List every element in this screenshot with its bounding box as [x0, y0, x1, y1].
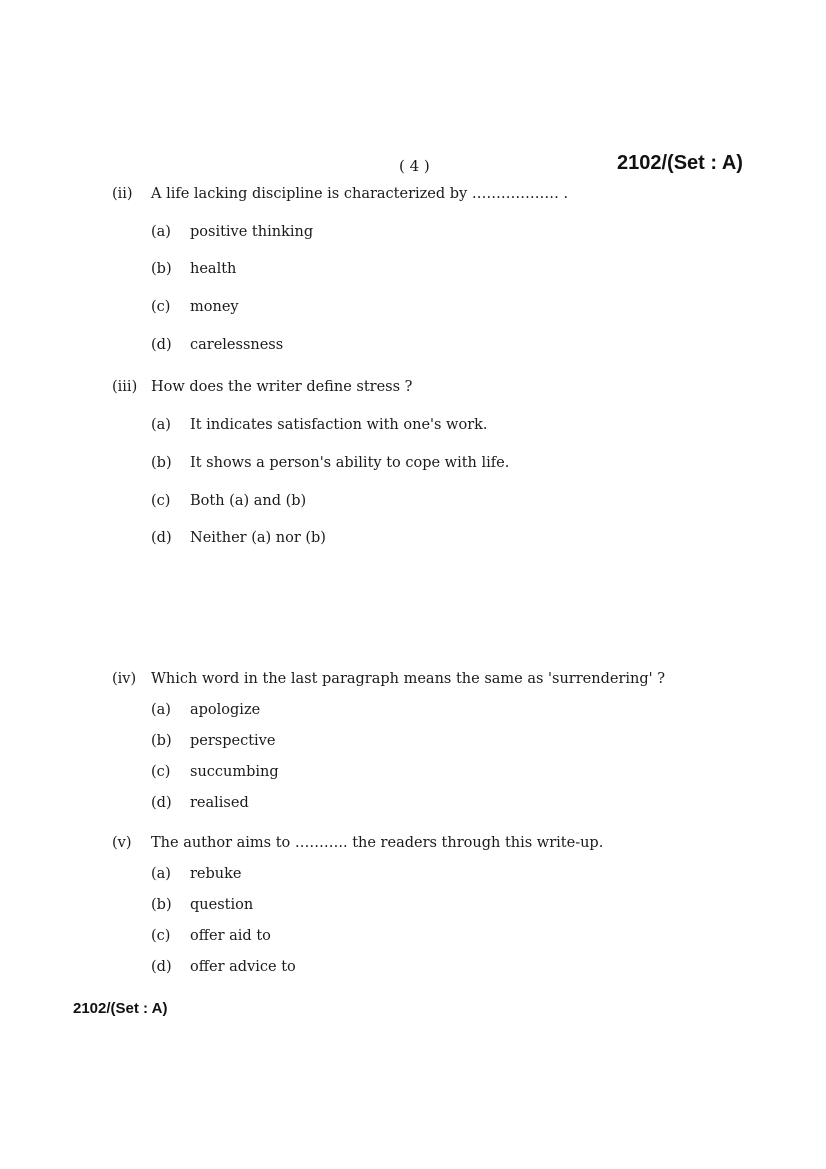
option-text: offer advice to	[190, 959, 296, 975]
option-text: Neither (a) nor (b)	[190, 530, 326, 546]
page-number: ( 4 )	[399, 157, 430, 175]
option-label: (b)	[151, 733, 172, 749]
option-text: health	[190, 261, 237, 277]
option-text: money	[190, 299, 239, 315]
question-text: The author aims to ……….. the readers through this write-up.	[151, 835, 604, 851]
option-label: (c)	[151, 764, 171, 780]
option-label: (b)	[151, 897, 172, 913]
option-text: rebuke	[190, 866, 242, 882]
option-text: question	[190, 897, 254, 913]
option-label: (d)	[151, 337, 172, 353]
question-number: (ii)	[112, 186, 133, 202]
option-text: Both (a) and (b)	[190, 493, 307, 509]
option-label: (d)	[151, 795, 172, 811]
option-text: It indicates satisfaction with one's work.	[190, 417, 488, 433]
option-text: carelessness	[190, 337, 284, 353]
question-text: A life lacking discipline is characterized by ……………… .	[151, 186, 569, 202]
option-label: (a)	[151, 866, 171, 882]
option-text: offer aid to	[190, 928, 271, 944]
option-label: (d)	[151, 959, 172, 975]
option-text: succumbing	[190, 764, 279, 780]
question-number: (v)	[112, 835, 132, 851]
option-label: (c)	[151, 493, 171, 509]
option-text: realised	[190, 795, 249, 811]
option-label: (b)	[151, 261, 172, 277]
option-label: (a)	[151, 702, 171, 718]
question-number: (iv)	[112, 671, 137, 687]
option-text: perspective	[190, 733, 276, 749]
option-text: It shows a person's ability to cope with life.	[190, 455, 510, 471]
option-label: (d)	[151, 530, 172, 546]
question-number: (iii)	[112, 379, 138, 395]
paper-code-footer: 2102/(Set : A)	[73, 1000, 168, 1017]
option-label: (a)	[151, 224, 171, 240]
option-label: (c)	[151, 299, 171, 315]
option-text: apologize	[190, 702, 261, 718]
option-label: (b)	[151, 455, 172, 471]
option-label: (c)	[151, 928, 171, 944]
option-label: (a)	[151, 417, 171, 433]
option-text: positive thinking	[190, 224, 314, 240]
paper-code-header: 2102/(Set : A)	[617, 152, 743, 174]
question-text: Which word in the last paragraph means the same as 'surrendering' ?	[151, 671, 666, 687]
question-text: How does the writer define stress ?	[151, 379, 413, 395]
